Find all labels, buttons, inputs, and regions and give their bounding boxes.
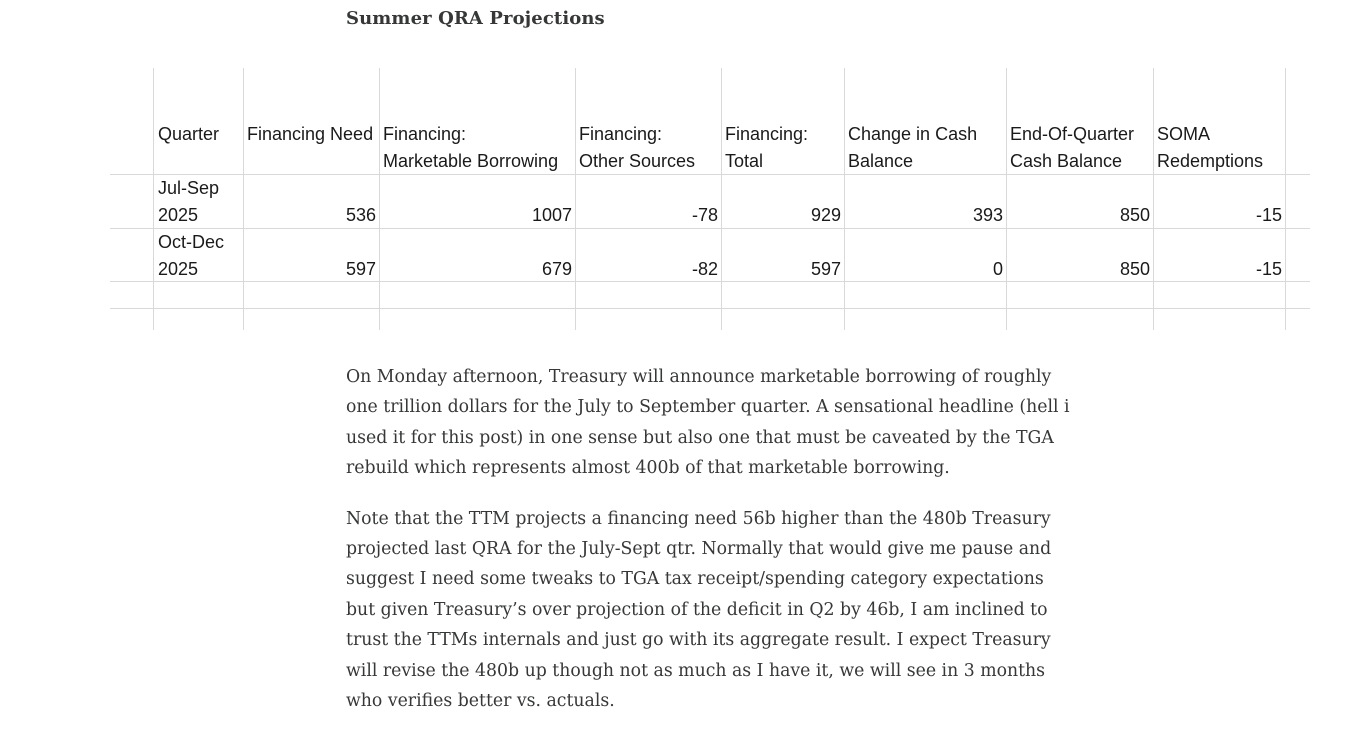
spreadsheet-table-image (0, 0, 1366, 340)
table-cell: 1007 (531, 205, 572, 225)
grid-line (721, 68, 722, 330)
table-cell: -82 (691, 259, 718, 279)
article-body (346, 362, 1076, 736)
grid-line (110, 308, 1310, 309)
table-cell: 850 (1119, 205, 1150, 225)
grid-line (1285, 68, 1286, 330)
table-row-quarter: Jul-Sep 2025 (158, 178, 220, 225)
table-cell: 597 (810, 259, 841, 279)
article-paragraph: On Monday afternoon, Treasury will announce marketable borrowing of roughly one trillion dollars for the July to September quarter. A sensational headline (hell i used it for this post) in one sense but also one that must be caveated by the TGA rebuild which represents almost 400b of that marketable borrowing. (346, 367, 1070, 479)
header-quarter: Quarter (158, 124, 220, 144)
table-row-quarter: Oct-Dec 2025 (158, 232, 225, 279)
grid-line (379, 68, 380, 330)
table-cell: -78 (691, 205, 718, 225)
header-change-in-cash: Change in Cash Balance (848, 124, 978, 171)
grid-line (243, 68, 244, 330)
table-cell: 393 (972, 205, 1003, 225)
header-other-sources: Financing: Other Sources (579, 124, 696, 171)
table-cell: -15 (1255, 259, 1282, 279)
article-paragraph: Note that the TTM projects a financing need 56b higher than the 480b Treasury projected last QRA for the July-Sept qtr. Normally that would give me pause and suggest I need some tweaks to TGA tax receipt/spending category expectations but given Treasury’s over projection of the deficit in Q2 by 46b, I am inclined to trust the TTMs internals and just go with its aggregate result. I expect Treasury will revise the 480b up though not as much as I have it, we will see in 3 months who verifies better vs. actuals. (346, 508, 1052, 712)
header-end-of-quarter-cash: End-Of-Quarter Cash Balance (1010, 124, 1135, 171)
table-cell: 536 (345, 205, 376, 225)
table-cell: -15 (1255, 205, 1282, 225)
grid-line (844, 68, 845, 330)
table-cell: 597 (345, 259, 376, 279)
grid-line (153, 68, 154, 330)
grid-line (1153, 68, 1154, 330)
table-cell: 0 (992, 259, 1003, 279)
image-caption: Summer QRA Projections (346, 8, 605, 29)
header-financing-need: Financing Need (247, 124, 374, 144)
header-financing-total: Financing: Total (725, 124, 809, 171)
header-soma-redemptions: SOMA Redemptions (1157, 124, 1264, 171)
header-marketable-borrowing: Financing: Marketable Borrowing (383, 124, 559, 171)
table-cell: 679 (541, 259, 572, 279)
grid-line (1006, 68, 1007, 330)
table-cell: 929 (810, 205, 841, 225)
grid-line (575, 68, 576, 330)
table-cell: 850 (1119, 259, 1150, 279)
